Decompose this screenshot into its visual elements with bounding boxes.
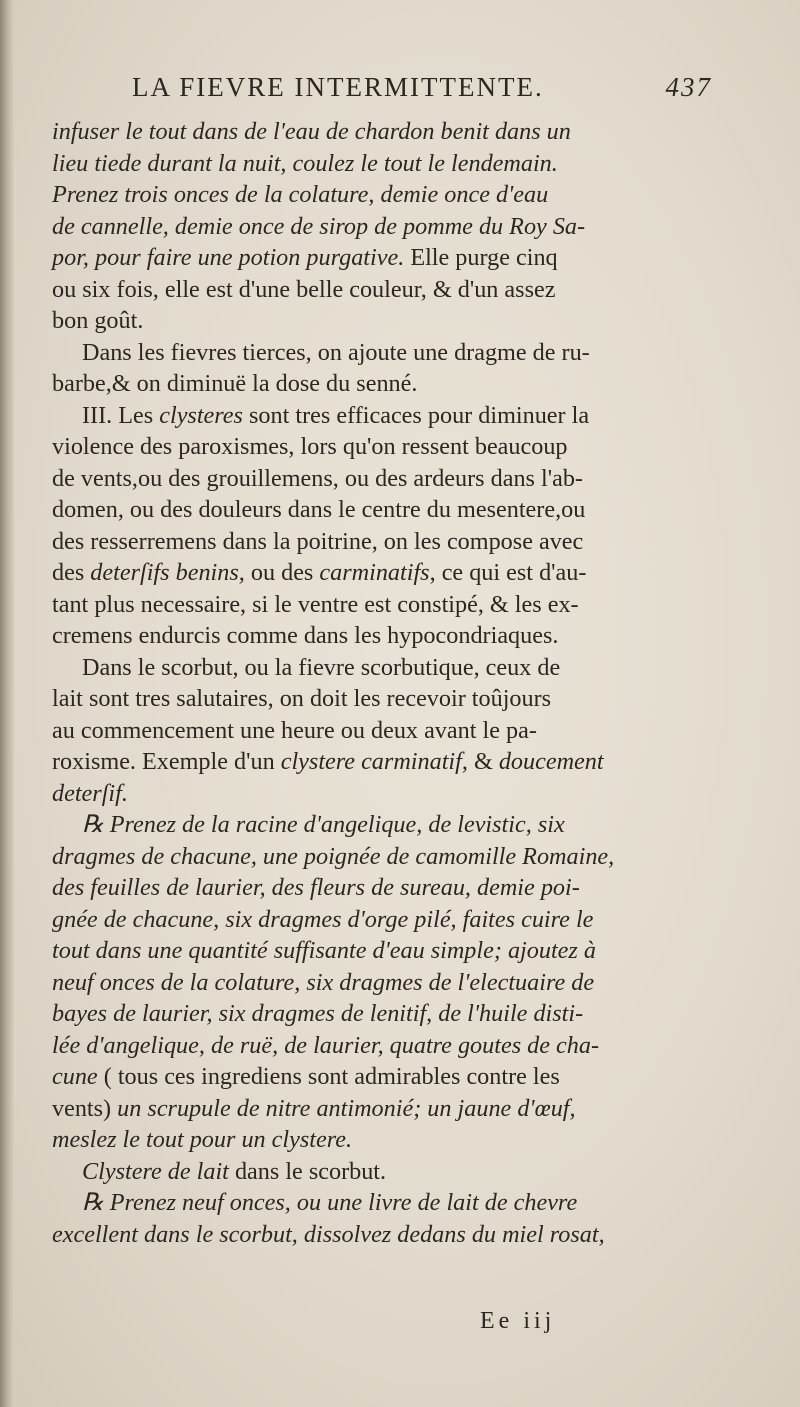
text-line: [52, 652, 712, 684]
roman-run: bon goût.: [52, 307, 144, 334]
signature-mark: Ee iij: [480, 1308, 556, 1334]
italic-run: lieu tiede durant la nuit, coulez le tout le lendemain.: [52, 149, 558, 177]
text-line: [52, 274, 712, 306]
text-line: [52, 683, 712, 715]
roman-run: tant plus necessaire, si le ventre est constipé, & les ex-: [52, 590, 579, 618]
header-title: LA FIEVRE INTERMITTENTE.: [132, 72, 544, 102]
text-line: [52, 179, 712, 211]
roman-run: Elle purge cinq: [404, 244, 558, 271]
text-line: [52, 841, 712, 873]
page-binding-edge: [0, 0, 14, 1407]
text-line: [52, 116, 712, 148]
text-line: [52, 872, 712, 904]
text-line: [52, 1219, 712, 1251]
text-line: [52, 746, 712, 778]
italic-run: bayes de laurier, six dragmes de lenitif, de l'huile disti-: [52, 1000, 584, 1027]
italic-run: ℞ Prenez de la racine d'angelique, de levistic, six: [82, 811, 565, 838]
text-line: [52, 904, 712, 936]
text-line: [52, 463, 712, 495]
roman-run: domen, ou des douleurs dans le centre du mesentere,ou: [52, 496, 586, 523]
text-line: [52, 1187, 712, 1219]
roman-run: lait sont tres salutaires, on doit les recevoir toûjours: [52, 685, 552, 712]
italic-run: clysteres: [159, 401, 243, 429]
roman-run: III. Les: [82, 401, 160, 429]
italic-run: por, pour faire une potion purgative.: [52, 244, 405, 271]
roman-run: cremens endurcis comme dans les hypocondriaques.: [52, 622, 559, 649]
roman-run: dans le scorbut.: [228, 1157, 387, 1185]
italic-run: carminatifs: [319, 559, 430, 586]
italic-run: infuser le tout dans de l'eau de chardon benit dans un: [52, 118, 571, 145]
roman-run: Dans le scorbut, ou la fievre scorbutique, ceux de: [82, 653, 561, 681]
text-line: [52, 1093, 712, 1125]
text-line: [52, 368, 712, 400]
roman-run: des resserremens dans la poitrine, on les compose avec: [52, 527, 584, 555]
roman-run: sont tres efficaces pour diminuer la: [242, 401, 590, 429]
italic-run: des feuilles de laurier, des fleurs de sureau, demie poi-: [52, 874, 580, 901]
roman-run: barbe,& on diminuë la dose du senné.: [52, 370, 418, 397]
body-text: [52, 116, 712, 1250]
italic-run: deterſif.: [52, 779, 128, 807]
text-line: [52, 715, 712, 747]
text-line: [52, 431, 712, 463]
italic-run: Prenez trois onces de la colature, demie once d'eau: [52, 181, 549, 208]
text-line: [52, 809, 712, 841]
italic-run: excellent dans le scorbut, dissolvez dedans du miel rosat,: [52, 1220, 605, 1248]
italic-run: cune: [52, 1063, 98, 1090]
roman-run: ( tous ces ingrediens sont admirables contre les: [97, 1063, 560, 1090]
roman-run: au commencement une heure ou deux avant le pa-: [52, 716, 537, 744]
text-line: [52, 1030, 712, 1062]
text-line: [52, 935, 712, 967]
italic-run: de cannelle, demie once de sirop de pomme du Roy Sa-: [52, 212, 586, 240]
text-line: [52, 967, 712, 999]
italic-run: dragmes de chacune, une poignée de camomille Romaine,: [52, 842, 615, 870]
italic-run: clystere carminatif,: [280, 748, 468, 775]
roman-run: violence des paroxismes, lors qu'on ressent beaucoup: [52, 433, 568, 460]
page-number: 437: [665, 72, 712, 102]
text-line: [52, 337, 712, 369]
text-line: [52, 998, 712, 1030]
roman-run: de vents,ou des grouillemens, ou des ardeurs dans l'ab-: [52, 464, 583, 492]
roman-run: des: [52, 559, 91, 586]
italic-run: deterſifs benins,: [90, 559, 245, 586]
text-line: [52, 526, 712, 558]
text-line: [52, 557, 712, 589]
italic-run: un scrupule de nitre antimonié; un jaune d'œuf,: [111, 1094, 576, 1122]
text-line: [52, 1124, 712, 1156]
text-line: [52, 620, 712, 652]
text-line: [52, 148, 712, 180]
italic-run: neuf onces de la colature, six dragmes de l'electuaire de: [52, 968, 595, 996]
text-line: [52, 400, 712, 432]
italic-run: gnée de chacune, six dragmes d'orge pilé, faites cuire le: [52, 905, 594, 933]
italic-run: tout dans une quantité suffisante d'eau simple; ajoutez à: [52, 937, 596, 964]
roman-run: ou des: [244, 559, 320, 586]
roman-run: &: [467, 748, 499, 775]
text-line: [52, 1061, 712, 1093]
italic-run: doucement: [498, 748, 604, 775]
italic-run: Clystere de lait: [82, 1157, 229, 1185]
italic-run: ℞ Prenez neuf onces, ou une livre de lait de chevre: [82, 1189, 578, 1216]
roman-run: vents): [52, 1094, 112, 1122]
text-line: [52, 211, 712, 243]
roman-run: Dans les fievres tierces, on ajoute une dragme de ru-: [82, 338, 590, 366]
roman-run: , ce qui est d'au-: [429, 559, 587, 586]
italic-run: lée d'angelique, de ruë, de laurier, quatre goutes de cha-: [52, 1031, 600, 1059]
running-header: [132, 72, 712, 116]
italic-run: meslez le tout pour un clystere.: [52, 1126, 353, 1153]
text-line: [52, 494, 712, 526]
roman-run: roxisme. Exemple d'un: [52, 748, 281, 775]
text-line: [52, 242, 712, 274]
text-line: [52, 305, 712, 337]
text-line: [52, 1156, 712, 1188]
text-line: [52, 778, 712, 810]
text-line: [52, 589, 712, 621]
roman-run: ou six fois, elle est d'une belle couleur, & d'un assez: [52, 275, 556, 303]
